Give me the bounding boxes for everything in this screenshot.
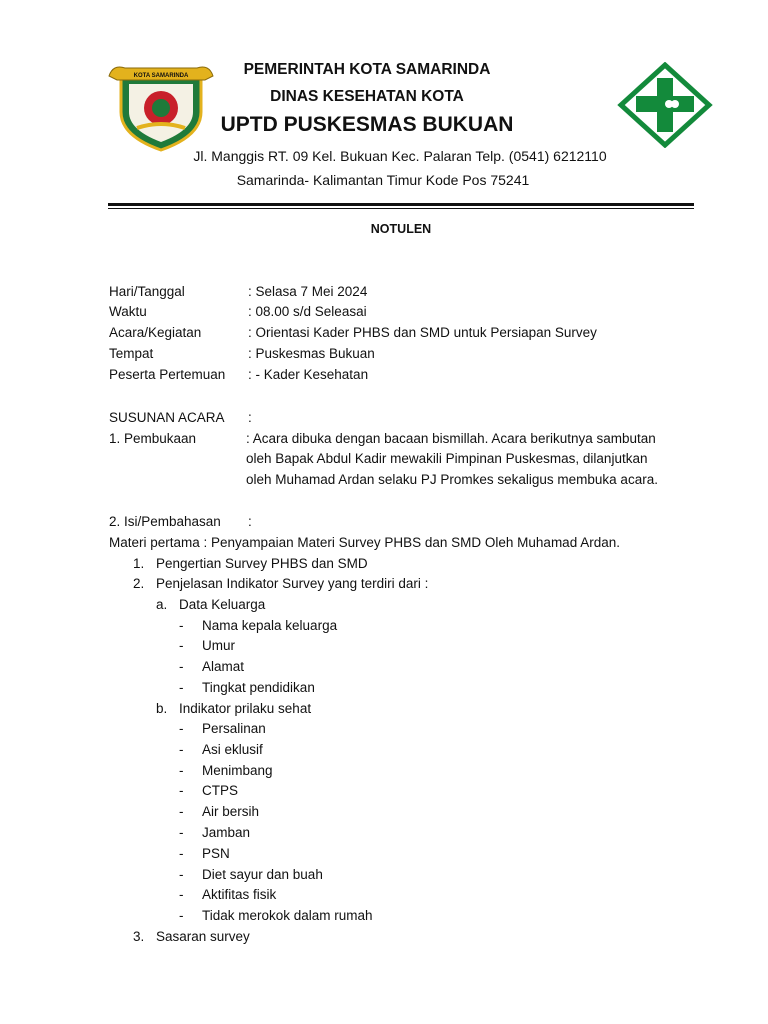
sub-text: Data Keluarga: [179, 597, 266, 612]
header-city: Samarinda- Kalimantan Timur Kode Pos 75241: [236, 172, 530, 188]
header-government: PEMERINTAH KOTA SAMARINDA: [243, 61, 491, 78]
list-item: Diet sayur dan buah: [202, 867, 323, 882]
pembukaan-label: 1. Pembukaan: [109, 431, 197, 446]
info-value: : - Kader Kesehatan: [248, 367, 369, 382]
bullet-dash: -: [179, 825, 184, 840]
isi-label: 2. Isi/Pembahasan: [109, 514, 221, 529]
bullet-dash: -: [179, 867, 184, 882]
sub-text: Indikator prilaku sehat: [179, 701, 312, 716]
item-text: Penjelasan Indikator Survey yang terdiri dari :: [156, 576, 429, 591]
sub-letter: b.: [156, 701, 168, 716]
list-item: Tidak merokok dalam rumah: [202, 908, 373, 923]
info-label: Peserta Pertemuan: [109, 367, 226, 382]
info-value: : Selasa 7 Mei 2024: [248, 284, 368, 299]
info-label: Tempat: [109, 346, 154, 361]
info-value: : 08.00 s/d Seleasai: [248, 304, 367, 319]
header-institution: UPTD PUSKESMAS BUKUAN: [220, 113, 514, 136]
item-text: Sasaran survey: [156, 929, 250, 944]
header-address: Jl. Manggis RT. 09 Kel. Bukuan Kec. Palaran Telp. (0541) 6212110: [193, 148, 607, 164]
bullet-dash: -: [179, 804, 184, 819]
list-item: PSN: [202, 846, 230, 861]
list-item: Tingkat pendidikan: [202, 680, 315, 695]
sub-letter: a.: [156, 597, 168, 612]
item-number: 1.: [133, 556, 145, 571]
pembukaan-line: : Acara dibuka dengan bacaan bismillah. Acara berikutnya sambutan: [246, 431, 656, 446]
list-item: Nama kepala keluarga: [202, 618, 338, 633]
bullet-dash: -: [179, 680, 184, 695]
bullet-dash: -: [179, 742, 184, 757]
list-item: Alamat: [202, 659, 245, 674]
info-label: Acara/Kegiatan: [109, 325, 202, 340]
header-rule-thin: [108, 208, 694, 209]
item-number: 2.: [133, 576, 145, 591]
pembukaan-line: oleh Bapak Abdul Kadir mewakili Pimpinan Puskesmas, dilanjutkan: [246, 451, 648, 466]
list-item: Asi eklusif: [202, 742, 263, 757]
pembukaan-line: oleh Muhamad Ardan selaku PJ Promkes sekaligus membuka acara.: [246, 472, 658, 487]
list-item: Jamban: [202, 825, 251, 840]
isi-colon: :: [248, 514, 252, 529]
item-number: 3.: [133, 929, 145, 944]
list-item: Menimbang: [202, 763, 273, 778]
list-item: Umur: [202, 638, 235, 653]
bullet-dash: -: [179, 763, 184, 778]
bullet-dash: -: [179, 659, 184, 674]
susunan-acara-label: SUSUNAN ACARA: [109, 410, 225, 425]
info-value: : Puskesmas Bukuan: [248, 346, 375, 361]
header-rule-thick: [108, 203, 694, 206]
bullet-dash: -: [179, 638, 184, 653]
bullet-dash: -: [179, 887, 184, 902]
item-text: Pengertian Survey PHBS dan SMD: [156, 556, 368, 571]
list-item: Persalinan: [202, 721, 266, 736]
bullet-dash: -: [179, 908, 184, 923]
crest-text: KOTA SAMARINDA: [133, 73, 189, 79]
bullet-dash: -: [179, 783, 184, 798]
bullet-dash: -: [179, 721, 184, 736]
info-value: : Orientasi Kader PHBS dan SMD untuk Persiapan Survey: [248, 325, 597, 340]
susunan-acara-colon: :: [248, 410, 252, 425]
list-item: Air bersih: [202, 804, 260, 819]
list-item: Aktifitas fisik: [202, 887, 277, 902]
list-item: CTPS: [202, 783, 239, 798]
bullet-dash: -: [179, 846, 184, 861]
materi-text: Materi pertama : Penyampaian Materi Survey PHBS dan SMD Oleh Muhamad Ardan.: [109, 535, 620, 550]
bullet-dash: -: [179, 618, 184, 633]
info-label: Hari/Tanggal: [109, 284, 185, 299]
info-label: Waktu: [109, 304, 147, 319]
document-title: NOTULEN: [370, 222, 432, 236]
header-department: DINAS KESEHATAN KOTA: [270, 88, 464, 105]
